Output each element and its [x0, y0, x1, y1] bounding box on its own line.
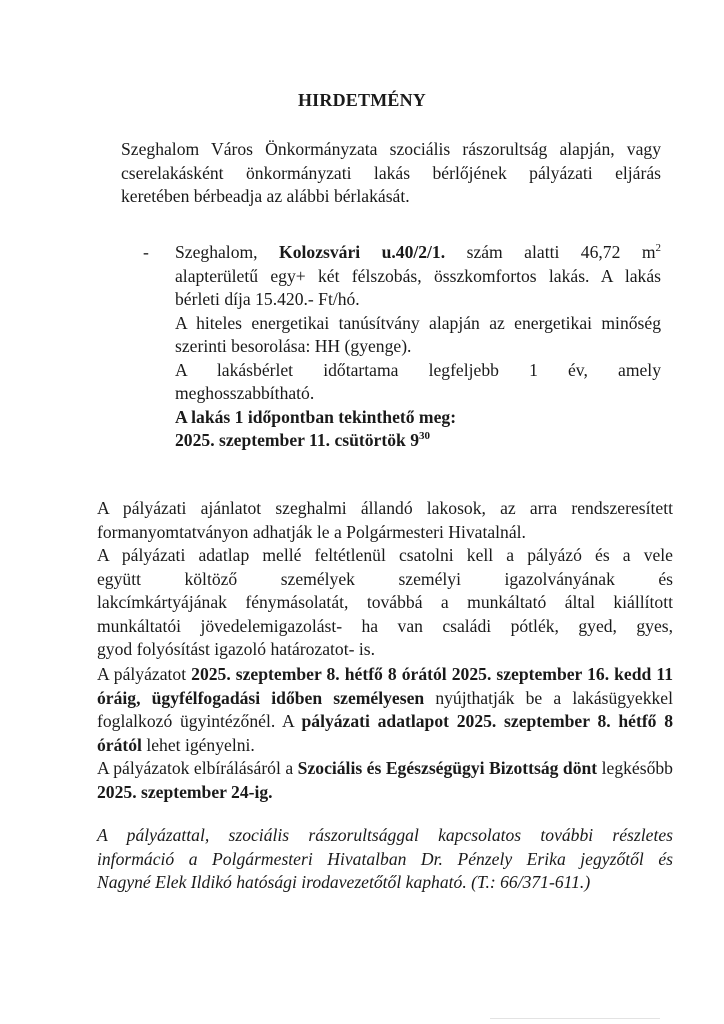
- contact-line: A pályázattal, szociális rászorultsággal kapcsolatos további részletes: [97, 825, 673, 845]
- text: A pályázatok elbírálásáról a: [97, 758, 298, 778]
- submission-line: munkáltatói jövedelemigazolást- ha van családi pótlék, gyed, gyes,: [97, 615, 673, 636]
- term-line: A lakásbérlet időtartama legfeljebb 1 év, amely: [175, 359, 661, 380]
- deadline-decision: [97, 757, 673, 804]
- submission-line: A pályázati ajánlatot szeghalmi állandó lakosok, az arra rendszeresített: [97, 498, 673, 518]
- text: A pályázatot: [97, 664, 192, 684]
- submission-line: A pályázati adatlap mellé feltétlenül csatolni kell a pályázó és a vele: [97, 545, 673, 565]
- address-line: [175, 241, 661, 265]
- address-prefix: Szeghalom,: [175, 242, 258, 262]
- decision-date: 2025. szeptember 24-ig.: [97, 781, 273, 802]
- viewing-heading-text: A lakás 1 időpontban tekinthető meg:: [175, 406, 457, 427]
- intro-paragraph: [121, 138, 661, 209]
- term-extend-line: meghosszabbítható.: [175, 383, 315, 403]
- form-availability: pályázati adatlapot 2025. szeptember 8. hétfő 8 órától: [97, 711, 674, 755]
- apartment-listing: [175, 241, 661, 453]
- intro-line: cserelakásként önkormányzati lakás bérlőjének pályázati eljárás: [121, 162, 661, 183]
- viewing-date: [175, 429, 661, 453]
- viewing-date-text: 2025. szeptember 11. csütörtök 9: [175, 430, 420, 450]
- text: nyújthatják be a lakásügyekkel foglalkozó ügyintézőnél. A: [97, 687, 673, 731]
- submission-line: formanyomtatványon adhatják le a Polgármesteri Hivatalnál.: [97, 521, 526, 542]
- scan-artifact-line: [490, 1018, 660, 1019]
- text: legkésőbb: [597, 758, 673, 778]
- submission-line: együtt költöző személyek személyi igazolványának és: [97, 568, 673, 589]
- submission-line: gyod folyósítást igazoló határozatot- is.: [97, 639, 376, 659]
- address-suffix: szám alatti 46,72 m: [466, 242, 656, 262]
- intro-line: Szeghalom Város Önkormányzata szociális rászorultság alapján, vagy: [121, 139, 661, 159]
- contact-line: Nagyné Elek Ildikó hatósági irodavezetőtől kapható. (T.: 66/371-611.): [97, 872, 591, 892]
- rent-line: bérleti díja 15.420.- Ft/hó.: [175, 289, 360, 309]
- contact-line: információ a Polgármesteri Hivatalban Dr. Pénzely Erika jegyzőtől és: [97, 848, 673, 869]
- deadlines-paragraph: [97, 663, 673, 804]
- intro-line: keretében bérbeadja az alábbi bérlakását.: [121, 186, 410, 206]
- committee-name: Szociális és Egészségügyi Bizottság dönt: [297, 758, 598, 778]
- contact-paragraph: [97, 824, 673, 895]
- area-unit-superscript: 2: [655, 242, 662, 255]
- viewing-heading: [175, 406, 661, 430]
- energy-line: A hiteles energetikai tanúsítvány alapján az energetikai minőség: [175, 312, 661, 333]
- document-title: HIRDETMÉNY: [297, 90, 426, 110]
- list-bullet: -: [143, 242, 149, 262]
- viewing-time-minutes: 30: [419, 430, 431, 443]
- submission-period: 2025. szeptember 8. hétfő 8 órától 2025. szeptember 16. kedd 11 óráig, ügyfélfogadási időben személyesen: [97, 664, 673, 708]
- address-street: Kolozsvári u.40/2/1.: [279, 242, 446, 262]
- submission-line: lakcímkártyájának fénymásolatát, továbbá a munkáltató által kiállított: [97, 592, 673, 612]
- viewing-time-superscript: [419, 430, 430, 442]
- submission-paragraph: [97, 497, 673, 662]
- deadline-submission: [97, 663, 673, 757]
- energy-rating-line: szerinti besorolása: HH (gyenge).: [175, 336, 412, 356]
- description-line: alapterületű egy+ két félszobás, összkomfortos lakás. A lakás: [175, 265, 661, 286]
- text: lehet igényelni.: [141, 734, 255, 755]
